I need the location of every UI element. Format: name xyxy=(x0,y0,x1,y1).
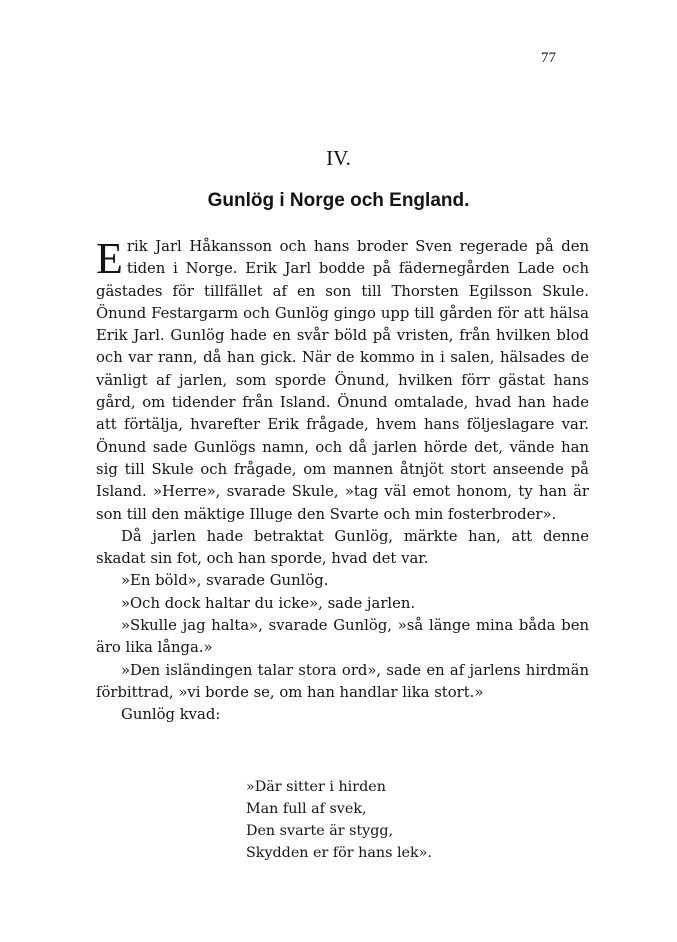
paragraph: Gunlög kvad: xyxy=(121,706,221,724)
chapter-title: Gunlög i Norge och England. xyxy=(207,190,470,211)
poem-line: Den svarte är stygg, xyxy=(246,823,394,839)
paragraph xyxy=(96,236,589,526)
poem-line: »Där sitter i hirden xyxy=(246,779,386,795)
paragraph: Då jarlen hade betraktat Gunlög, märkte han, att denne skadat sin fot, och han sporde, hvad det var. xyxy=(96,527,589,568)
paragraph: »Den isländingen talar stora ord», sade en af jarlens hirdmän förbittrad, »vi borde se, om han handlar lika stort.» xyxy=(96,661,589,701)
poem-line: Skydden er för hans lek». xyxy=(246,845,432,861)
poem xyxy=(246,776,432,864)
paragraph: »Och dock haltar du icke», sade jarlen. xyxy=(121,594,416,612)
drop-cap: E xyxy=(96,234,123,283)
poem-line: Man full af svek, xyxy=(246,801,367,817)
paragraph-text: rik Jarl Håkansson och hans broder Sven regerade på den tiden i Norge. Erik Jarl bodde på fädernegården Lade och gästades för tillfället af en son till Thorsten Egilsson Skule. Önund Festargarm och Gunlög gingo upp till gården för att hälsa Erik Jarl. Gunlög hade en svår böld på vristen, från hvilken blod och var rann, då han gick. När de kommo in i salen, hälsades de vänligt af jarlen, som sporde Önund, hvilken förr gästat hans gård, om tidender från Island. Önund omtalade, hvad han hade att förtälja, hvarefter Erik frågade, hvem hans följeslagare var. Önund sade Gunlögs namn, och då jarlen hörde det, vände han sig till Skule och frågade, om mannen åtnjöt stort anseende på Island. »Herre», svarade Skule, »tag väl emot honom, ty han är son till den mäktige Illuge den Svarte och min fosterbroder». xyxy=(96,238,589,523)
chapter-number: IV. xyxy=(326,146,351,170)
page-number: 77 xyxy=(541,50,556,66)
body-text xyxy=(96,236,589,727)
paragraph: »Skulle jag halta», svarade Gunlög, »så länge mina båda ben äro lika långa.» xyxy=(96,617,589,657)
paragraph: »En böld», svarade Gunlög. xyxy=(121,572,329,590)
